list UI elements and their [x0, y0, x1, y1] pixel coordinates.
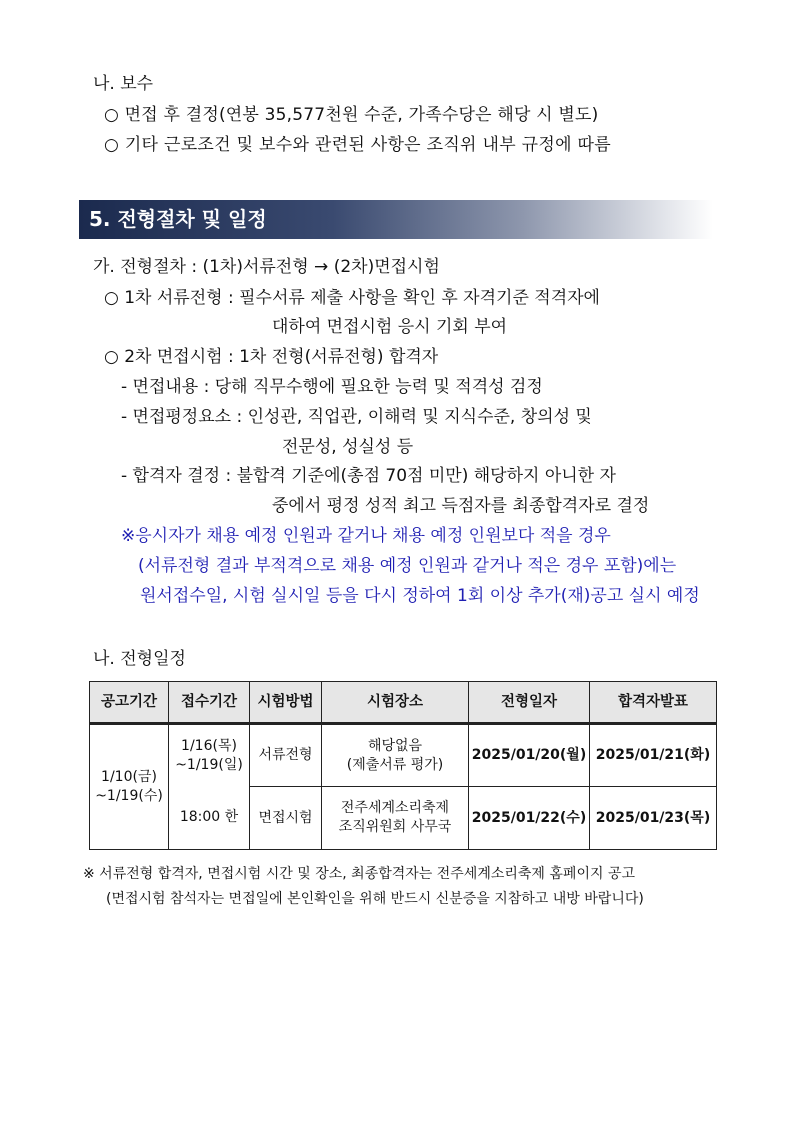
- notice-period-cell: [90, 724, 169, 850]
- table-header: 접수기간: [169, 682, 250, 724]
- announce-date-cell: 2025/01/21(화): [590, 724, 717, 787]
- footnote-line2: (면접시험 참석자는 면접일에 본인확인을 위해 반드시 신분증을 지참하고 내방 바랍니다): [106, 891, 644, 907]
- re-announcement-notice-cont1: (서류전형 결과 부적격으로 채용 예정 인원과 같거나 적은 경우 포함)에는: [138, 556, 677, 576]
- table-header: 시험방법: [250, 682, 322, 724]
- exam-date-cell: 2025/01/22(수): [469, 787, 590, 850]
- place-line: (제출서류 평가): [346, 756, 444, 773]
- pay-item-other: ○ 기타 근로조건 및 보수와 관련된 사항은 조직위 내부 규정에 따름: [104, 135, 611, 155]
- receipt-period-cell: [169, 724, 250, 787]
- place-cell: [322, 724, 469, 787]
- table-row: [90, 724, 717, 787]
- method-cell: 서류전형: [250, 724, 322, 787]
- procedure-heading: 가. 전형절차 : (1차)서류전형 → (2차)면접시험: [93, 257, 440, 277]
- table-header: 합격자발표: [590, 682, 717, 724]
- re-announcement-notice-cont2: 원서접수일, 시험 실시일 등을 다시 정하여 1회 이상 추가(재)공고 실시 예정: [140, 586, 700, 606]
- interview-content: - 면접내용 : 당해 직무수행에 필요한 능력 및 적격성 검정: [121, 377, 543, 397]
- pay-item-salary: ○ 면접 후 결정(연봉 35,577천원 수준, 가족수당은 해당 시 별도): [104, 105, 599, 125]
- table-header: 전형일자: [469, 682, 590, 724]
- pay-heading: 나. 보수: [93, 74, 154, 94]
- place-line: 전주세계소리축제: [340, 800, 450, 816]
- pass-decision-cont: 중에서 평정 성적 최고 득점자를 최종합격자로 결정: [272, 496, 650, 516]
- notice-period-end: ~1/19(수): [95, 788, 163, 804]
- receipt-deadline-cell: 18:00 한: [169, 787, 250, 850]
- interview-criteria: - 면접평정요소 : 인성관, 직업관, 이해력 및 지식수준, 창의성 및: [121, 407, 592, 427]
- table-row: [90, 787, 717, 850]
- re-announcement-notice: ※응시자가 채용 예정 인원과 같거나 채용 예정 인원보다 적을 경우: [121, 526, 611, 546]
- table-header: 시험장소: [322, 682, 469, 724]
- announce-date-cell: 2025/01/23(목): [590, 787, 717, 850]
- table-header: 공고기간: [90, 682, 169, 724]
- section-title: 5. 전형절차 및 일정: [89, 207, 267, 231]
- section-header: [79, 200, 713, 239]
- interview-criteria-cont: 전문성, 성실성 등: [282, 437, 414, 457]
- method-cell: 면접시험: [250, 787, 322, 850]
- place-cell: [322, 787, 469, 850]
- schedule-heading: 나. 전형일정: [93, 649, 186, 669]
- table-header-row: [90, 682, 717, 724]
- place-line: 조직위원회 사무국: [338, 819, 452, 835]
- exam-date-cell: 2025/01/20(월): [469, 724, 590, 787]
- footnote-line1: ※ 서류전형 합격자, 면접시험 시간 및 장소, 최종합격자는 전주세계소리축제 홈페이지 공고: [83, 866, 635, 882]
- receipt-period-start: 1/16(목): [181, 737, 237, 754]
- schedule-table: [89, 681, 717, 850]
- procedure-step1-cont: 대하여 면접시험 응시 기회 부여: [272, 317, 508, 337]
- receipt-period-end: ~1/19(일): [175, 756, 243, 773]
- place-line: 해당없음: [367, 737, 423, 754]
- notice-period-start: 1/10(금): [101, 769, 157, 785]
- pass-decision: - 합격자 결정 : 불합격 기준에(총점 70점 미만) 해당하지 아니한 자: [121, 466, 616, 486]
- procedure-step1: ○ 1차 서류전형 : 필수서류 제출 사항을 확인 후 자격기준 적격자에: [104, 288, 600, 308]
- procedure-step2: ○ 2차 면접시험 : 1차 전형(서류전형) 합격자: [104, 347, 439, 367]
